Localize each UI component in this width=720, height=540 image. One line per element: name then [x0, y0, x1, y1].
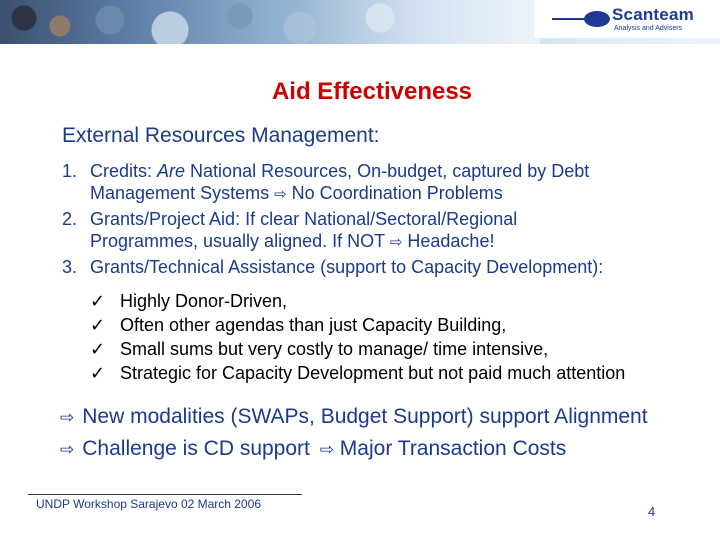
checkmark-icon: ✓	[90, 363, 106, 383]
conclusion-text: New modalities (SWAPs, Budget Support) support Alignment	[82, 405, 648, 428]
arrow-right-icon: ⇨	[389, 234, 403, 251]
item-number: 1.	[62, 161, 78, 181]
check-text: Highly Donor-Driven,	[120, 291, 288, 311]
list-item-1	[62, 160, 702, 206]
check-list	[90, 289, 710, 385]
list-item-2	[62, 208, 702, 254]
item-arrow-text: Headache!	[402, 231, 495, 251]
slide-subtitle: External Resources Management:	[62, 124, 380, 147]
item-text: National Resources, On-budget, captured by Debt	[185, 161, 590, 181]
item-text: If clear National/Sectoral/Regional	[240, 209, 518, 229]
item-label: Grants/Technical Assistance (support to Capacity Development):	[90, 257, 604, 277]
arrow-right-icon: ⇨	[274, 186, 287, 203]
item-line	[90, 160, 702, 182]
list-item-3	[62, 256, 702, 278]
item-arrow-text: No Coordination Problems	[286, 183, 503, 203]
page-number: 4	[648, 504, 656, 519]
header-fade	[300, 0, 540, 44]
numbered-list	[62, 160, 702, 278]
item-line	[90, 208, 702, 230]
item-number: 3.	[62, 257, 78, 277]
arrow-right-icon: ⇨	[60, 440, 75, 459]
item-number: 2.	[62, 209, 78, 229]
logo-tagline: Analysis and Advisers	[614, 25, 683, 32]
footer-divider	[28, 494, 302, 495]
logo-line	[552, 18, 586, 20]
check-text: Small sums but very costly to manage/ time intensive,	[120, 339, 549, 359]
arrow-right-icon: ⇨	[319, 440, 334, 459]
conclusion-1	[60, 405, 648, 429]
check-item	[90, 361, 710, 385]
item-text: Management Systems	[90, 183, 270, 203]
footer-text: UNDP Workshop Sarajevo 02 March 2006	[36, 497, 261, 511]
check-item	[90, 289, 710, 313]
slide-title: Aid Effectiveness	[271, 78, 473, 105]
item-line	[90, 230, 702, 254]
arrow-right-icon: ⇨	[60, 408, 75, 427]
conclusion-arrow-text: Major Transaction Costs	[333, 437, 567, 460]
checkmark-icon: ✓	[90, 339, 106, 359]
item-label: Grants/Project Aid:	[90, 209, 241, 229]
conclusion-2	[60, 437, 566, 461]
item-line	[90, 182, 702, 206]
check-text: Often other agendas than just Capacity Building,	[120, 315, 507, 335]
logo-name: Scanteam	[612, 5, 694, 24]
check-text: Strategic for Capacity Development but not paid much attention	[120, 363, 626, 383]
item-emphasis: Are	[157, 161, 186, 181]
check-item	[90, 313, 710, 337]
checkmark-icon: ✓	[90, 291, 106, 311]
conclusion-text: Challenge is CD support	[82, 437, 310, 460]
item-label: Credits:	[90, 161, 153, 181]
item-line	[90, 256, 702, 278]
checkmark-icon: ✓	[90, 315, 106, 335]
item-text: Programmes, usually aligned. If NOT	[90, 231, 385, 251]
check-item	[90, 337, 710, 361]
logo-globe-icon	[584, 11, 610, 27]
